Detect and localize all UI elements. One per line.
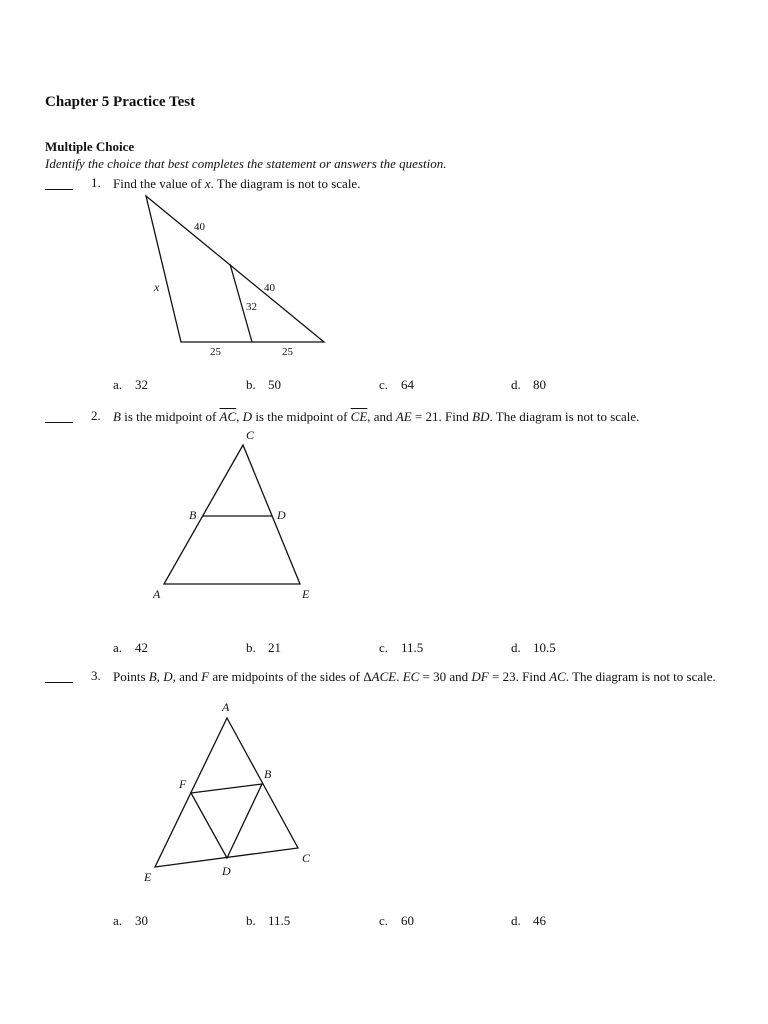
choice-d[interactable]: d. 46 [511, 913, 546, 928]
choice-c[interactable]: c. 64 [379, 377, 414, 392]
choice-b[interactable]: b. 21 [246, 640, 281, 655]
vertex-label: A [222, 700, 230, 714]
vertex-label: B [264, 767, 272, 781]
vertex-label: E [144, 870, 152, 884]
choice-d[interactable]: d. 80 [511, 377, 546, 392]
vertex-label: F [179, 777, 187, 791]
answer-blank-3[interactable] [45, 668, 73, 683]
choice-a[interactable]: a. 32 [113, 377, 148, 392]
outer-triangle [146, 196, 324, 342]
triangle-ace [155, 718, 298, 867]
vertex-label: D [277, 508, 286, 522]
midpoint-triangle [191, 784, 262, 858]
segment-label: 40 [264, 282, 275, 294]
answer-blank-2[interactable] [45, 408, 73, 423]
question-text: Find the value of x. The diagram is not to scale. [113, 176, 361, 191]
segment-label: 32 [246, 301, 257, 313]
vertex-label: C [246, 428, 255, 442]
choice-d[interactable]: d. 10.5 [511, 640, 556, 655]
segment-label: 40 [194, 221, 205, 233]
question-number: 3. [91, 668, 101, 683]
segment-label: x [154, 280, 160, 294]
vertex-label: E [302, 587, 310, 601]
segment-label: 25 [282, 346, 293, 358]
instructions: Identify the choice that best completes the statement or answers the question. [45, 156, 447, 171]
choice-a[interactable]: a. 30 [113, 913, 148, 928]
question-number: 1. [91, 175, 101, 190]
question-text: Points B, D, and F are midpoints of the sides of ΔACE. EC = 30 and DF = 23. Find AC. The diagram is not to scale. [113, 669, 716, 684]
segment-label: 25 [210, 346, 221, 358]
choice-c[interactable]: c. 60 [379, 913, 414, 928]
question-number: 2. [91, 408, 101, 423]
question-text: B is the midpoint of $\overline{AC}$, D is the midpoint of $\overline{CE}$, and AE = 21. Find BD. The diagram is not to scale. [113, 409, 640, 424]
vertex-label: C [302, 851, 311, 865]
vertex-label: D [222, 864, 231, 878]
choice-c[interactable]: c. 11.5 [379, 640, 424, 655]
vertex-label: A [153, 587, 161, 601]
vertex-label: B [189, 508, 197, 522]
choice-b[interactable]: b. 11.5 [246, 913, 291, 928]
section-heading: Multiple Choice [45, 139, 135, 154]
choice-a[interactable]: a. 42 [113, 640, 148, 655]
choice-b[interactable]: b. 50 [246, 377, 281, 392]
page-title: Chapter 5 Practice Test [45, 94, 196, 110]
